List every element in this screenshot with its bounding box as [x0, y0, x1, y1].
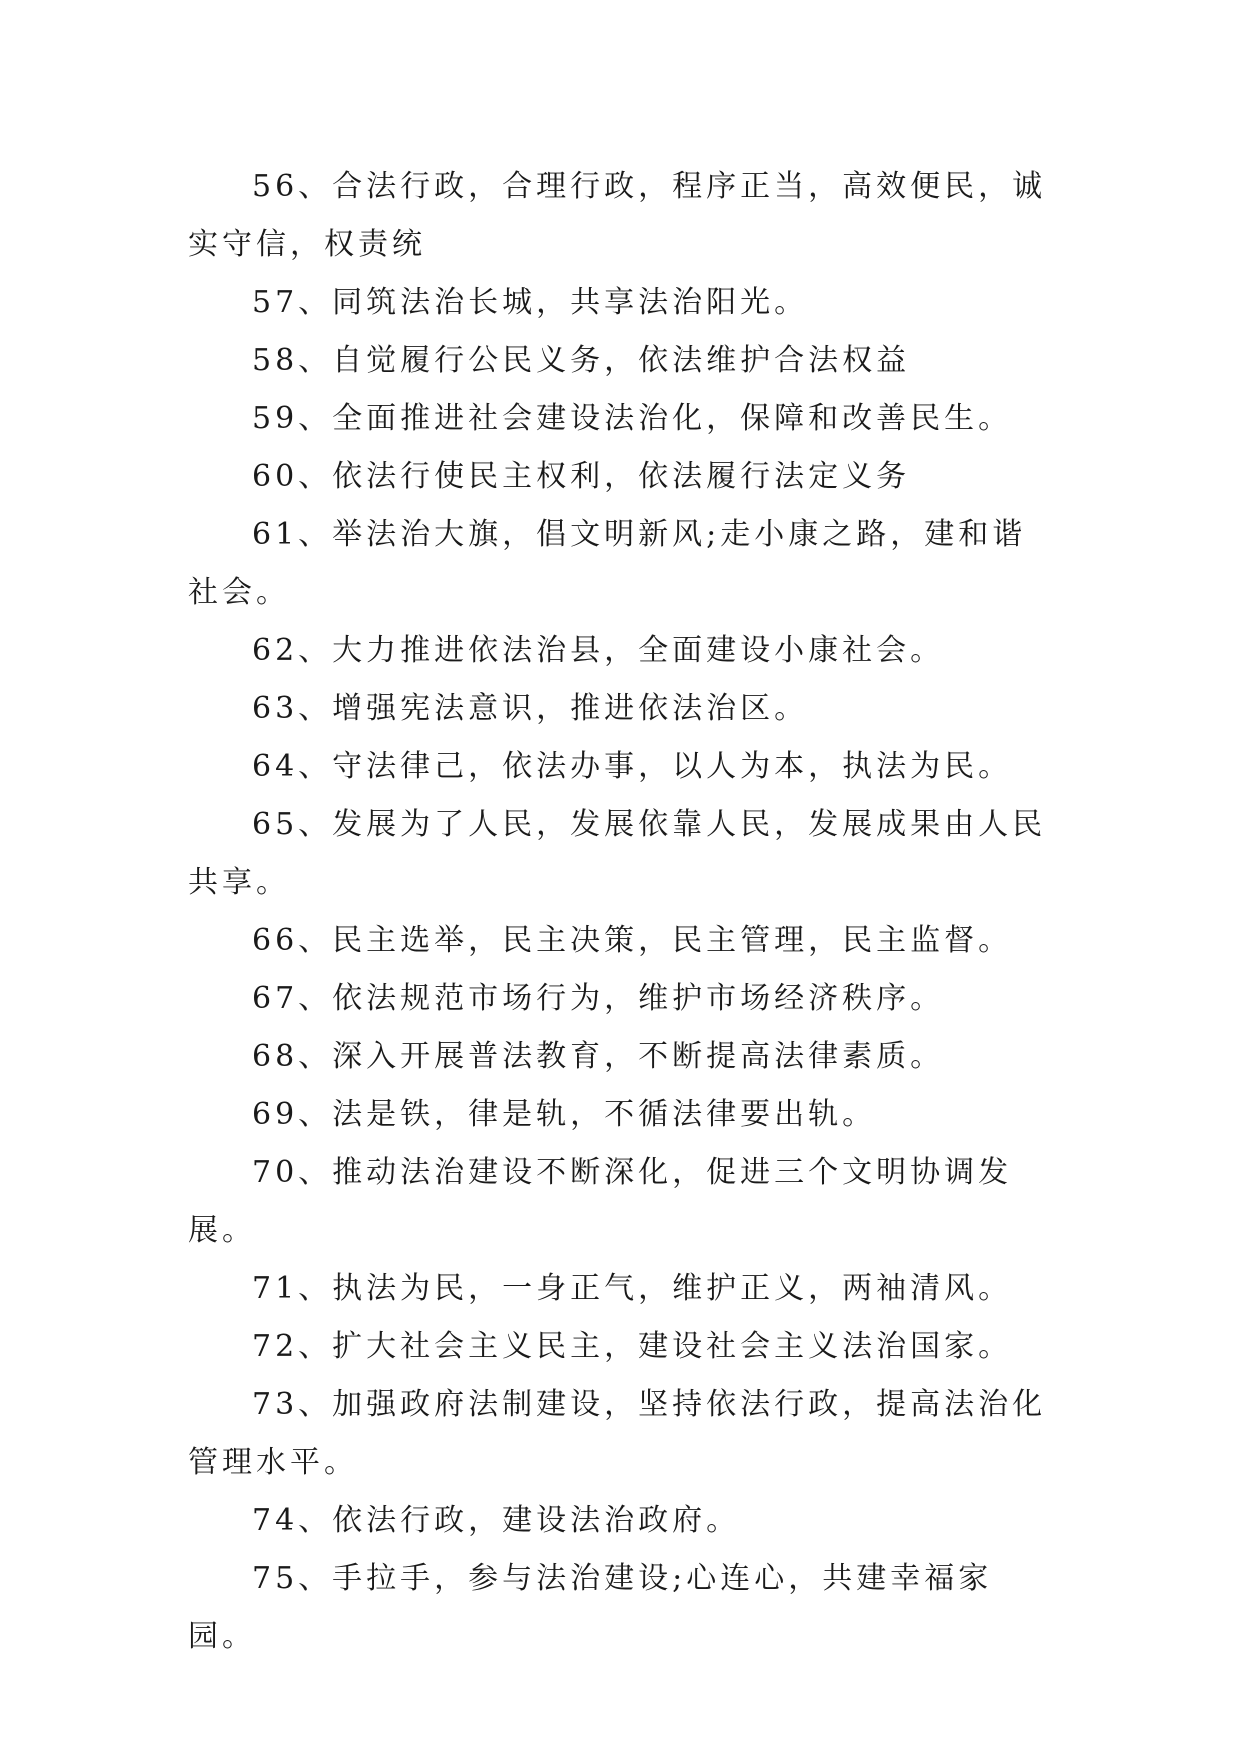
list-item: 75、手拉手，参与法治建设;心连心，共建幸福家园。 — [188, 1561, 993, 1654]
list-item: 68、深入开展普法教育，不断提高法律素质。 — [252, 1039, 945, 1074]
list-item: 70、推动法治建设不断深化，促进三个文明协调发展。 — [188, 1155, 1013, 1248]
list-item: 72、扩大社会主义民主，建设社会主义法治国家。 — [252, 1329, 1013, 1364]
list-item: 56、合法行政，合理行政，程序正当，高效便民，诚实守信，权责统 — [188, 169, 1047, 262]
list-item: 59、全面推进社会建设法治化，保障和改善民生。 — [252, 401, 1013, 436]
list-item: 64、守法律己，依法办事，以人为本，执法为民。 — [252, 749, 1013, 784]
list-item: 74、依法行政，建设法治政府。 — [252, 1503, 741, 1538]
list-item: 73、加强政府法制建设，坚持依法行政，提高法治化管理水平。 — [188, 1387, 1047, 1480]
list-item: 58、自觉履行公民义务，依法维护合法权益 — [252, 343, 911, 378]
list-item: 71、执法为民，一身正气，维护正义，两袖清风。 — [252, 1271, 1013, 1306]
list-item: 62、大力推进依法治县，全面建设小康社会。 — [252, 633, 945, 668]
document-body — [188, 158, 1058, 1666]
list-item: 67、依法规范市场行为，维护市场经济秩序。 — [252, 981, 945, 1016]
list-item: 61、举法治大旗，倡文明新风;走小康之路，建和谐社会。 — [188, 517, 1027, 610]
list-item: 66、民主选举，民主决策，民主管理，民主监督。 — [252, 923, 1013, 958]
list-item: 63、增强宪法意识，推进依法治区。 — [252, 691, 809, 726]
list-item: 60、依法行使民主权利，依法履行法定义务 — [252, 459, 911, 494]
list-item: 65、发展为了人民，发展依靠人民，发展成果由人民共享。 — [188, 807, 1047, 900]
list-item: 69、法是铁，律是轨，不循法律要出轨。 — [252, 1097, 877, 1132]
list-item: 57、同筑法治长城，共享法治阳光。 — [252, 285, 809, 320]
